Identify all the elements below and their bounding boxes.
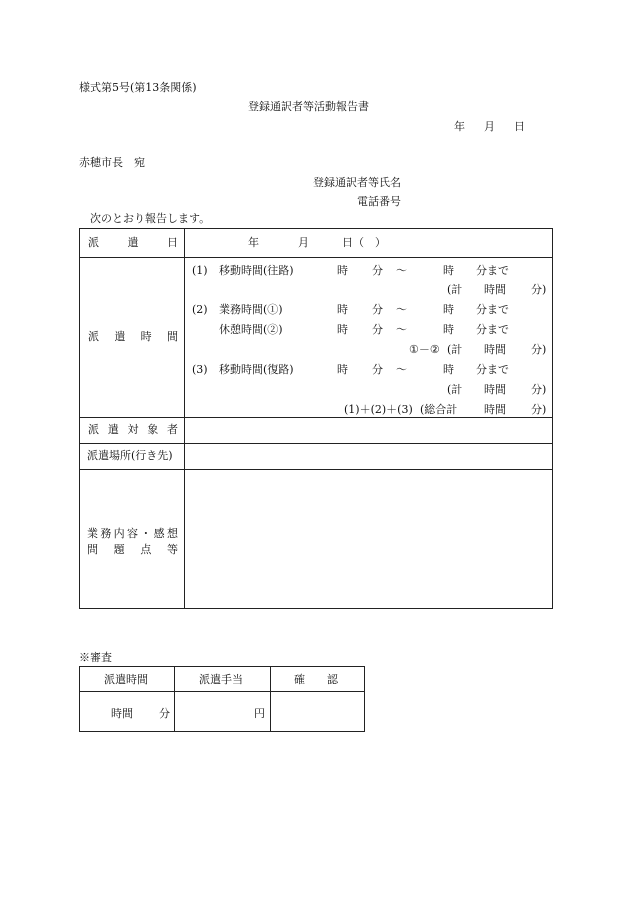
time-start-hour: 時 (337, 303, 348, 316)
time-start-minute: 分 (372, 303, 383, 316)
grand-total-open: (総合計 (420, 403, 458, 416)
reporter-phone-label: 電話番号 (357, 195, 401, 208)
content-field[interactable] (185, 470, 552, 608)
content-label-line1: 業 務 内 容 ・ 感 想 (87, 527, 178, 540)
subtotal-hours: 時間 (484, 343, 506, 356)
time-end-minute: 分まで (476, 363, 509, 376)
dispatch-date-month: 月 (298, 236, 309, 249)
time-end-hour: 時 (443, 303, 454, 316)
time-end-minute: 分まで (476, 323, 509, 336)
dispatch-place-label: 派遣場所(行き先) (87, 449, 173, 462)
time-end-hour: 時 (443, 363, 454, 376)
review-column-divider (174, 667, 175, 731)
report-table (79, 228, 553, 609)
form-number: 様式第5号(第13条関係) (79, 81, 197, 94)
time-tilde: ～ (396, 264, 407, 277)
review-time-hours: 時間 (111, 707, 133, 720)
subtotal-close: 分) (531, 383, 547, 396)
review-row-divider (80, 691, 364, 692)
dispatch-time-label: 派 遣 時 間 (88, 330, 178, 343)
time-row-number: (3) (192, 363, 208, 376)
time-end-hour: 時 (443, 323, 454, 336)
review-time-minutes: 分 (159, 707, 170, 720)
subtotal-open: (計 (447, 383, 463, 396)
time-row-number: (2) (192, 303, 208, 316)
reporter-name-label: 登録通訳者等氏名 (313, 176, 401, 189)
date-month-label: 月 (484, 120, 495, 133)
intro-text: 次のとおり報告します。 (90, 212, 211, 225)
review-col-allowance: 派遣手当 (199, 673, 243, 686)
subtotal-close: 分) (531, 283, 547, 296)
subtotal-open: (計 (447, 283, 463, 296)
time-start-hour: 時 (337, 264, 348, 277)
review-col-confirm: 確 認 (294, 673, 338, 686)
grand-total-hours: 時間 (484, 403, 506, 416)
subtotal-hours: 時間 (484, 283, 506, 296)
time-start-hour: 時 (337, 323, 348, 336)
date-day-label: 日 (514, 120, 525, 133)
review-col-time: 派遣時間 (104, 673, 148, 686)
time-start-hour: 時 (337, 363, 348, 376)
time-start-minute: 分 (372, 264, 383, 277)
review-heading: ※審査 (79, 651, 112, 664)
time-end-hour: 時 (443, 264, 454, 277)
time-row-label: 移動時間(往路) (219, 264, 294, 277)
dispatch-target-field[interactable] (185, 418, 552, 442)
review-allowance-unit: 円 (254, 707, 265, 720)
subtotal-close: 分) (531, 343, 547, 356)
time-tilde: ～ (396, 323, 407, 336)
time-row-label: 業務時間(①) (219, 303, 283, 316)
time-end-minute: 分まで (476, 264, 509, 277)
dispatch-date-label: 派 遣 日 (88, 236, 178, 249)
addressee: 赤穂市長 宛 (79, 156, 145, 169)
time-end-minute: 分まで (476, 303, 509, 316)
time-tilde: ～ (396, 363, 407, 376)
time-tilde: ～ (396, 303, 407, 316)
time-row-label: 移動時間(復路) (219, 363, 294, 376)
dispatch-target-label: 派 遣 対 象 者 (88, 423, 178, 436)
subtotal-open: (計 (447, 343, 463, 356)
grand-total-prefix: (1)＋(2)＋(3) (344, 403, 413, 416)
table-row-divider (80, 257, 552, 258)
subtotal-hours: 時間 (484, 383, 506, 396)
review-column-divider (270, 667, 271, 731)
subtotal-prefix: ①－② (409, 343, 440, 356)
content-label-line2: 問 題 点 等 (87, 543, 178, 556)
time-row-number: (1) (192, 264, 208, 277)
dispatch-date-year: 年 (248, 236, 259, 249)
dispatch-place-field[interactable] (185, 444, 552, 468)
time-row-label: 休憩時間(②) (219, 323, 283, 336)
review-table (79, 666, 365, 732)
time-start-minute: 分 (372, 323, 383, 336)
time-start-minute: 分 (372, 363, 383, 376)
date-year-label: 年 (454, 120, 465, 133)
grand-total-close: 分) (531, 403, 547, 416)
dispatch-date-day: 日（ ） (342, 236, 386, 249)
document-title: 登録通訳者等活動報告書 (248, 100, 369, 113)
